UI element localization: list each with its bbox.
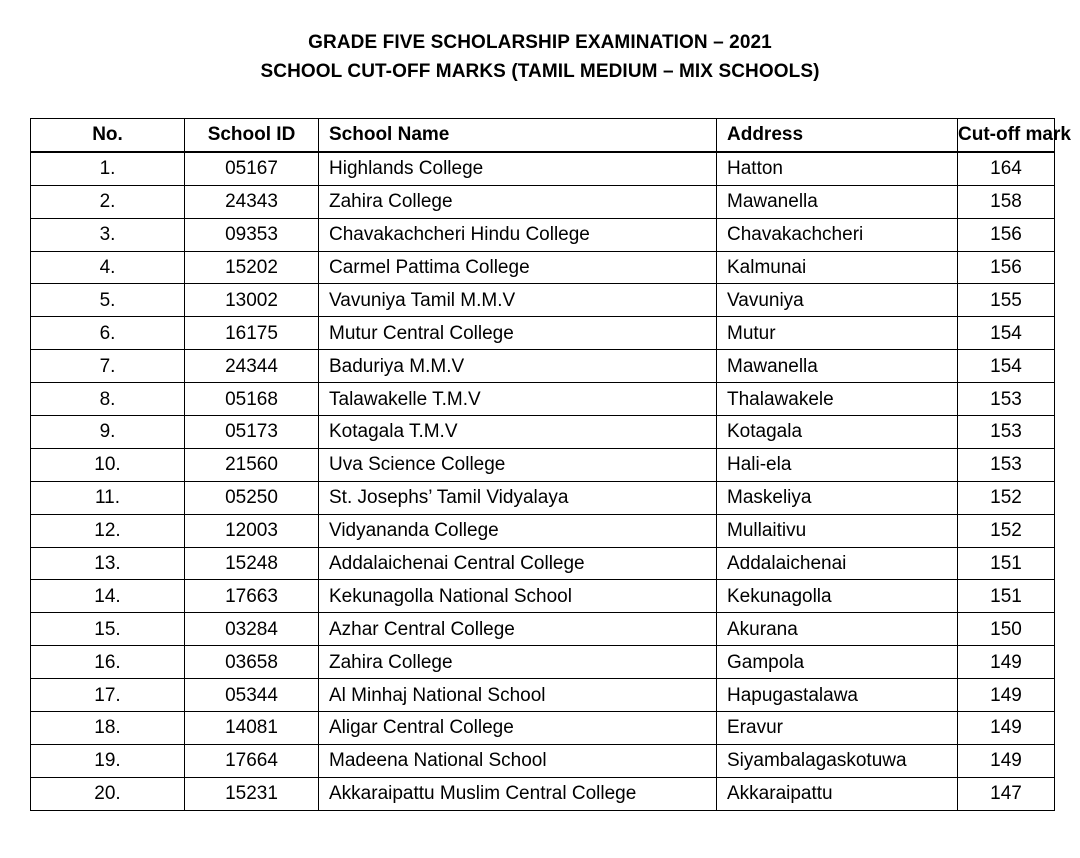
cell-school-id: 05344 bbox=[185, 679, 319, 712]
cell-cutoff-mark: 150 bbox=[958, 613, 1055, 646]
cell-no: 13. bbox=[31, 547, 185, 580]
cell-school-id: 24343 bbox=[185, 185, 319, 218]
cell-school-id: 12003 bbox=[185, 514, 319, 547]
cell-school-name: Vavuniya Tamil M.M.V bbox=[319, 284, 717, 317]
cell-cutoff-mark: 154 bbox=[958, 317, 1055, 350]
table-row bbox=[31, 448, 1055, 481]
cell-address: Hali-ela bbox=[717, 448, 958, 481]
cell-address: Hatton bbox=[717, 152, 958, 185]
cell-school-id: 13002 bbox=[185, 284, 319, 317]
cell-no: 1. bbox=[31, 152, 185, 185]
table-row bbox=[31, 383, 1055, 416]
cell-address: Addalaichenai bbox=[717, 547, 958, 580]
cell-cutoff-mark: 156 bbox=[958, 218, 1055, 251]
table-row bbox=[31, 350, 1055, 383]
cell-school-name: Akkaraipattu Muslim Central College bbox=[319, 777, 717, 810]
table-row bbox=[31, 185, 1055, 218]
cell-address: Kalmunai bbox=[717, 251, 958, 284]
table-row bbox=[31, 712, 1055, 745]
cell-school-name: Mutur Central College bbox=[319, 317, 717, 350]
cell-no: 18. bbox=[31, 712, 185, 745]
table-row bbox=[31, 679, 1055, 712]
cell-no: 16. bbox=[31, 646, 185, 679]
cell-school-id: 05168 bbox=[185, 383, 319, 416]
table-header-row bbox=[31, 119, 1055, 152]
cell-no: 2. bbox=[31, 185, 185, 218]
cell-no: 20. bbox=[31, 777, 185, 810]
cell-school-name: Al Minhaj National School bbox=[319, 679, 717, 712]
cell-school-name: Talawakelle T.M.V bbox=[319, 383, 717, 416]
table-row bbox=[31, 744, 1055, 777]
cell-address: Gampola bbox=[717, 646, 958, 679]
cell-cutoff-mark: 156 bbox=[958, 251, 1055, 284]
cell-school-id: 03284 bbox=[185, 613, 319, 646]
cell-cutoff-mark: 151 bbox=[958, 580, 1055, 613]
cutoff-marks-table bbox=[30, 118, 1071, 811]
header-school-name: School Name bbox=[319, 119, 717, 152]
header-address: Address bbox=[717, 119, 958, 152]
cell-cutoff-mark: 149 bbox=[958, 679, 1055, 712]
cell-cutoff-mark: 164 bbox=[958, 152, 1055, 185]
cell-cutoff-mark: 154 bbox=[958, 350, 1055, 383]
cell-cutoff-mark: 153 bbox=[958, 448, 1055, 481]
table-row bbox=[31, 613, 1055, 646]
cell-school-id: 14081 bbox=[185, 712, 319, 745]
cell-school-name: Carmel Pattima College bbox=[319, 251, 717, 284]
cell-school-id: 17663 bbox=[185, 580, 319, 613]
table-row bbox=[31, 547, 1055, 580]
cell-school-name: Kekunagolla National School bbox=[319, 580, 717, 613]
cell-address: Hapugastalawa bbox=[717, 679, 958, 712]
cell-no: 8. bbox=[31, 383, 185, 416]
cell-school-id: 15231 bbox=[185, 777, 319, 810]
cell-no: 19. bbox=[31, 744, 185, 777]
cell-school-name: Zahira College bbox=[319, 185, 717, 218]
cell-address: Chavakachcheri bbox=[717, 218, 958, 251]
cell-address: Akkaraipattu bbox=[717, 777, 958, 810]
table-row bbox=[31, 317, 1055, 350]
cell-no: 7. bbox=[31, 350, 185, 383]
cell-school-id: 05173 bbox=[185, 416, 319, 449]
cell-cutoff-mark: 151 bbox=[958, 547, 1055, 580]
cell-school-name: Uva Science College bbox=[319, 448, 717, 481]
cell-school-name: Addalaichenai Central College bbox=[319, 547, 717, 580]
document-title: GRADE FIVE SCHOLARSHIP EXAMINATION – 2021 bbox=[308, 32, 772, 53]
cell-address: Kekunagolla bbox=[717, 580, 958, 613]
table-body bbox=[31, 152, 1055, 810]
cell-school-name: Zahira College bbox=[319, 646, 717, 679]
cell-address: Eravur bbox=[717, 712, 958, 745]
cell-school-id: 15202 bbox=[185, 251, 319, 284]
cell-school-name: St. Josephs’ Tamil Vidyalaya bbox=[319, 481, 717, 514]
cell-address: Siyambalagaskotuwa bbox=[717, 744, 958, 777]
table-row bbox=[31, 416, 1055, 449]
table-row bbox=[31, 218, 1055, 251]
cell-no: 11. bbox=[31, 481, 185, 514]
cell-cutoff-mark: 149 bbox=[958, 744, 1055, 777]
cell-address: Akurana bbox=[717, 613, 958, 646]
cell-school-name: Baduriya M.M.V bbox=[319, 350, 717, 383]
cell-address: Vavuniya bbox=[717, 284, 958, 317]
table-row bbox=[31, 152, 1055, 185]
table-row bbox=[31, 251, 1055, 284]
cell-school-id: 24344 bbox=[185, 350, 319, 383]
cell-school-name: Highlands College bbox=[319, 152, 717, 185]
cell-school-id: 05250 bbox=[185, 481, 319, 514]
cell-school-id: 16175 bbox=[185, 317, 319, 350]
table-row bbox=[31, 777, 1055, 810]
cell-no: 15. bbox=[31, 613, 185, 646]
table-row bbox=[31, 646, 1055, 679]
cell-school-name: Kotagala T.M.V bbox=[319, 416, 717, 449]
cell-no: 4. bbox=[31, 251, 185, 284]
cell-no: 9. bbox=[31, 416, 185, 449]
cell-no: 14. bbox=[31, 580, 185, 613]
cell-address: Mawanella bbox=[717, 350, 958, 383]
header-cutoff-mark: Cut-off mark bbox=[958, 119, 1055, 152]
cell-address: Mawanella bbox=[717, 185, 958, 218]
cell-cutoff-mark: 158 bbox=[958, 185, 1055, 218]
cell-school-name: Azhar Central College bbox=[319, 613, 717, 646]
cell-school-name: Aligar Central College bbox=[319, 712, 717, 745]
header-school-id: School ID bbox=[185, 119, 319, 152]
cell-school-id: 17664 bbox=[185, 744, 319, 777]
document-subtitle: SCHOOL CUT-OFF MARKS (TAMIL MEDIUM – MIX SCHOOLS) bbox=[260, 61, 820, 82]
cell-address: Kotagala bbox=[717, 416, 958, 449]
cell-no: 6. bbox=[31, 317, 185, 350]
cell-school-id: 15248 bbox=[185, 547, 319, 580]
cell-address: Mullaitivu bbox=[717, 514, 958, 547]
table-row bbox=[31, 284, 1055, 317]
cell-no: 12. bbox=[31, 514, 185, 547]
cell-cutoff-mark: 153 bbox=[958, 416, 1055, 449]
cell-school-id: 05167 bbox=[185, 152, 319, 185]
table-row bbox=[31, 481, 1055, 514]
cell-school-id: 21560 bbox=[185, 448, 319, 481]
cell-school-name: Chavakachcheri Hindu College bbox=[319, 218, 717, 251]
cell-cutoff-mark: 155 bbox=[958, 284, 1055, 317]
cell-cutoff-mark: 149 bbox=[958, 712, 1055, 745]
cell-school-name: Madeena National School bbox=[319, 744, 717, 777]
cell-cutoff-mark: 149 bbox=[958, 646, 1055, 679]
cell-school-name: Vidyananda College bbox=[319, 514, 717, 547]
cell-address: Mutur bbox=[717, 317, 958, 350]
cell-no: 10. bbox=[31, 448, 185, 481]
cell-cutoff-mark: 152 bbox=[958, 514, 1055, 547]
cell-address: Thalawakele bbox=[717, 383, 958, 416]
cell-no: 17. bbox=[31, 679, 185, 712]
header-no: No. bbox=[31, 119, 185, 152]
cell-no: 3. bbox=[31, 218, 185, 251]
cell-school-id: 03658 bbox=[185, 646, 319, 679]
table-row bbox=[31, 514, 1055, 547]
cell-cutoff-mark: 153 bbox=[958, 383, 1055, 416]
cell-no: 5. bbox=[31, 284, 185, 317]
cell-cutoff-mark: 147 bbox=[958, 777, 1055, 810]
cell-address: Maskeliya bbox=[717, 481, 958, 514]
table-row bbox=[31, 580, 1055, 613]
cell-school-id: 09353 bbox=[185, 218, 319, 251]
cell-cutoff-mark: 152 bbox=[958, 481, 1055, 514]
